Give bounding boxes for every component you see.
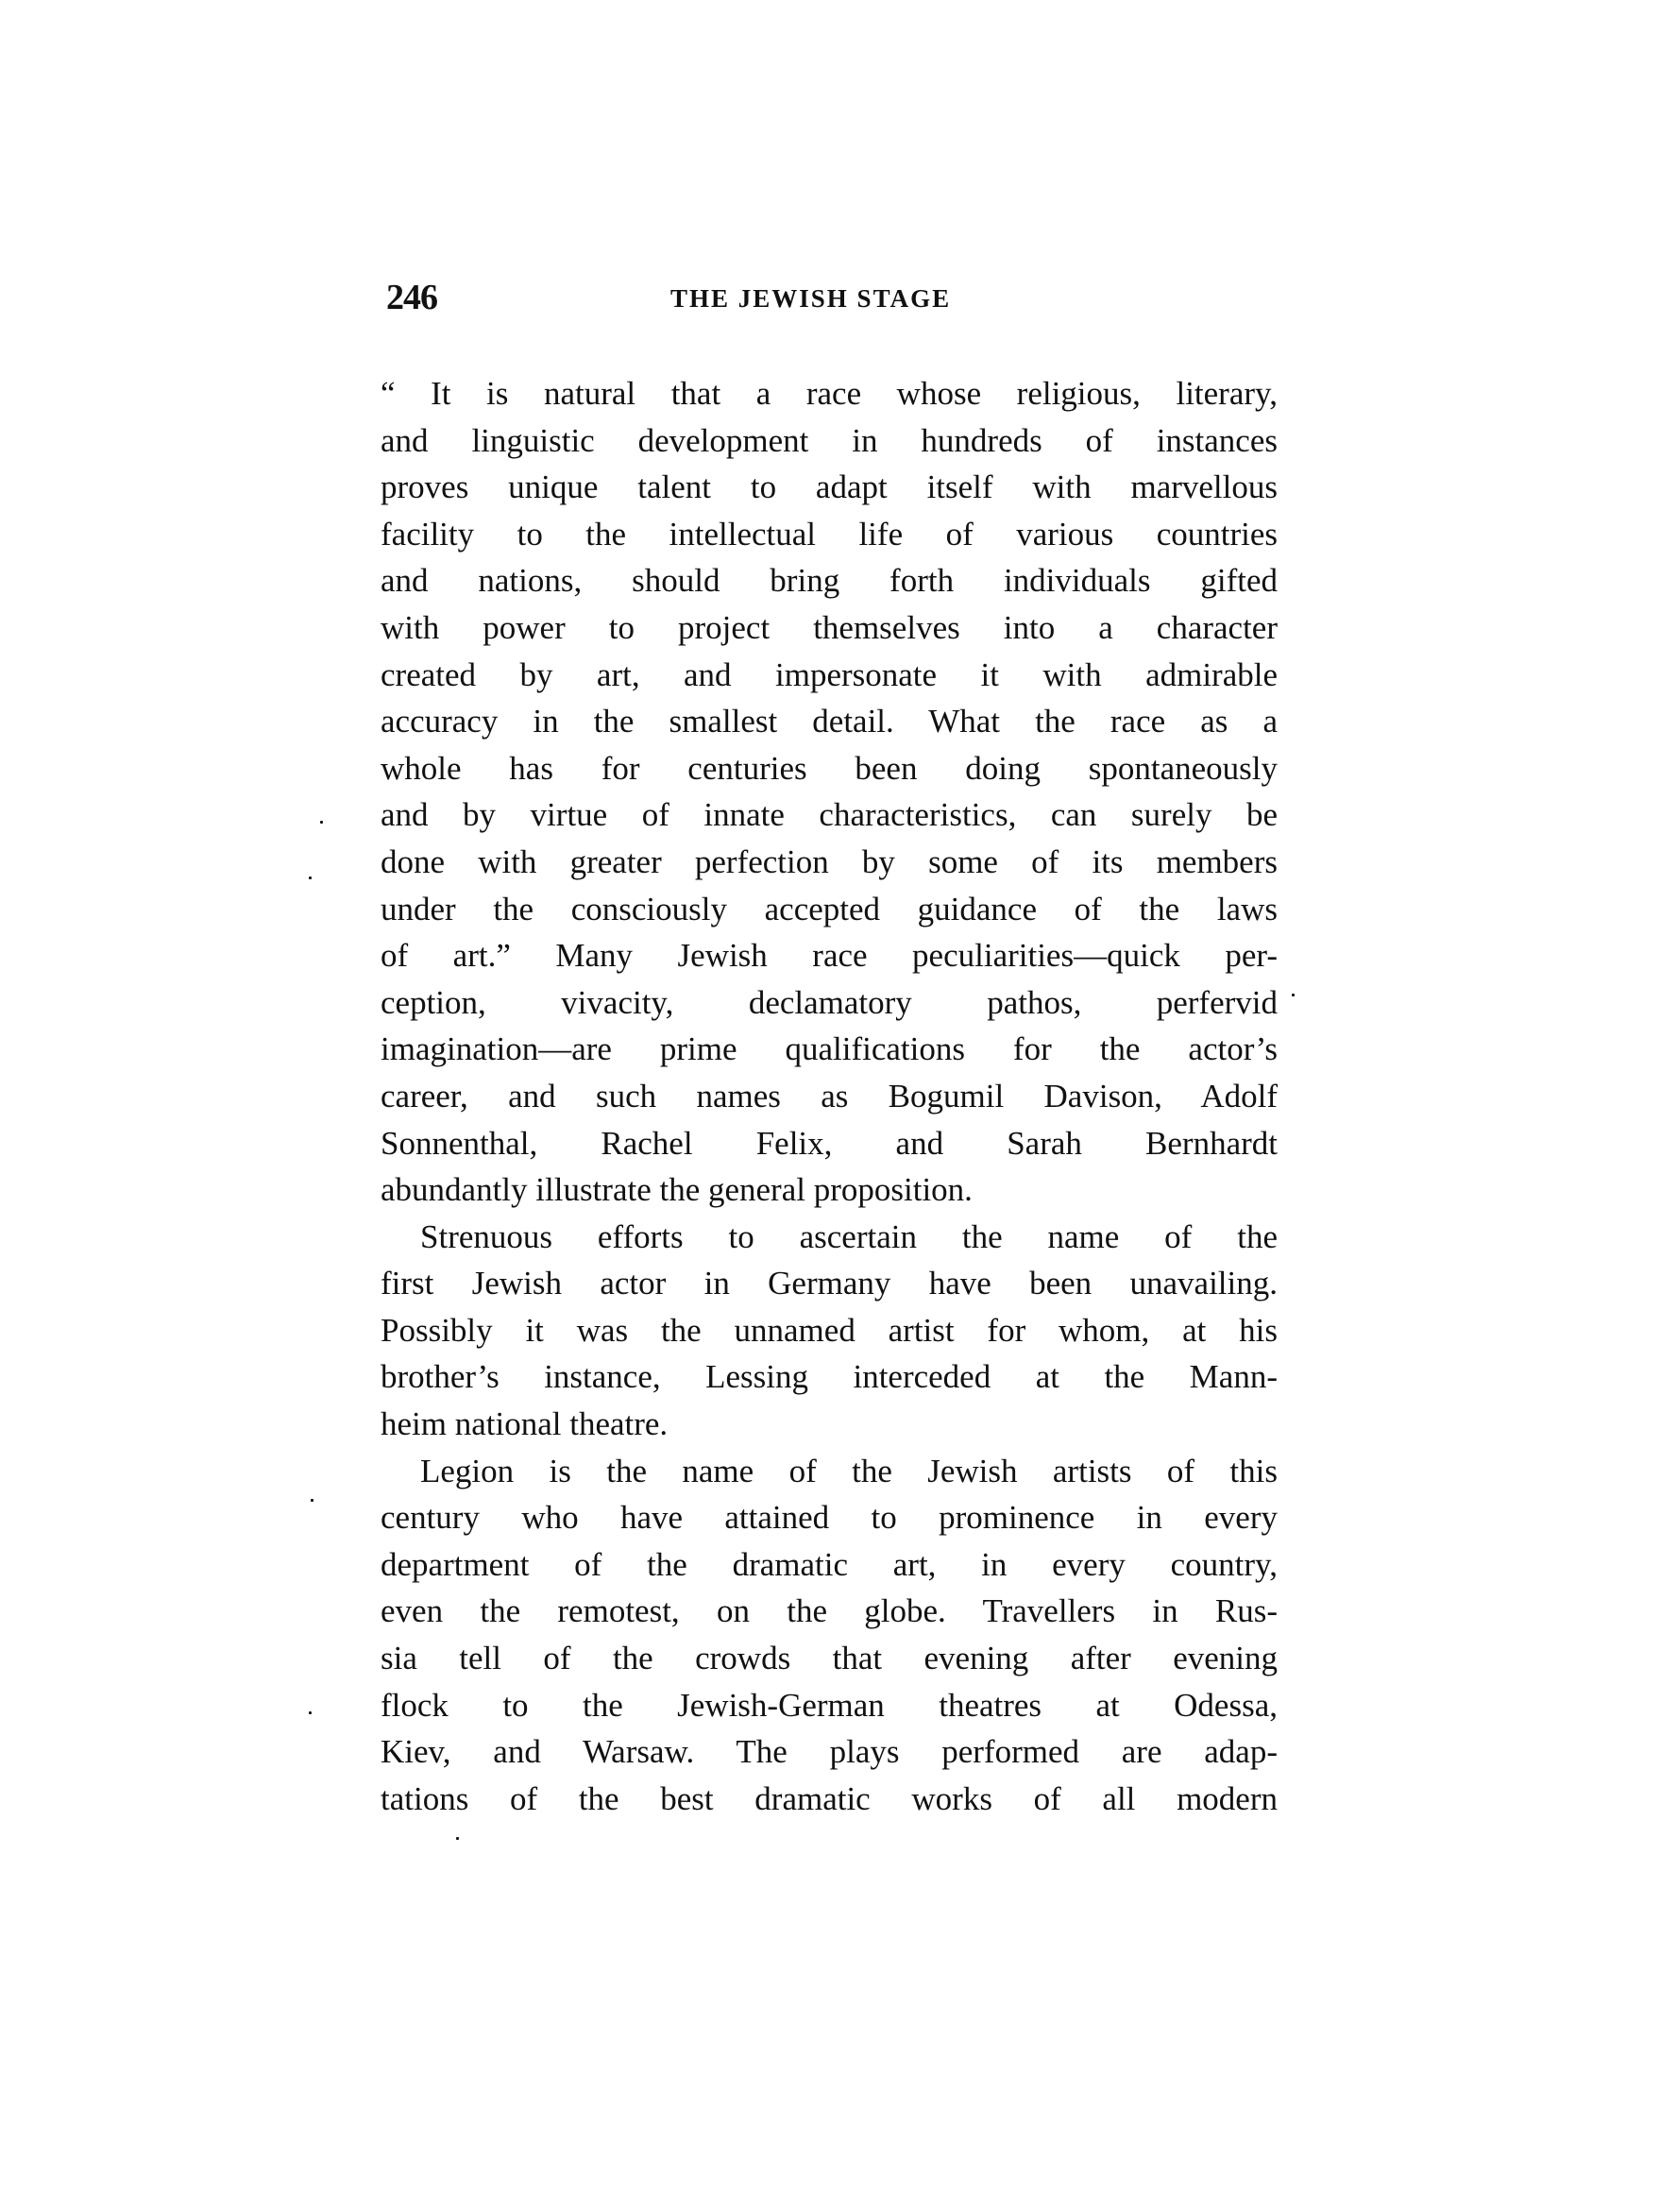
text-line: tations of the best dramatic works of all modern	[381, 1779, 1278, 1817]
running-head	[381, 276, 1278, 319]
scan-speck	[320, 821, 323, 824]
text-line: accuracy in the smallest detail. What the race as a	[381, 703, 1278, 740]
text-line: department of the dramatic art, in every country,	[381, 1545, 1278, 1583]
text-line: proves unique talent to adapt itself with marvellous	[381, 468, 1278, 506]
text-line: sia tell of the crowds that evening after evening	[381, 1640, 1278, 1677]
text-line: first Jewish actor in Germany have been unavailing.	[381, 1265, 1278, 1302]
text-line: Sonnenthal, Rachel Felix, and Sarah Bernhardt	[381, 1124, 1278, 1162]
text-line: with power to project themselves into a character	[381, 608, 1278, 646]
paragraph-3	[381, 1448, 1278, 1823]
text-line: and nations, should bring forth individuals gifted	[381, 562, 1278, 600]
text-line: Strenuous efforts to ascertain the name of the	[420, 1217, 1278, 1255]
text-line: even the remotest, on the globe. Travellers in Rus-	[381, 1592, 1278, 1630]
text-line: “ It is natural that a race whose religious, literary,	[381, 375, 1278, 412]
scan-speck	[1292, 994, 1295, 996]
scan-speck	[311, 1499, 313, 1502]
scan-speck	[456, 1837, 459, 1840]
text-line: heim national theatre.	[381, 1405, 669, 1443]
text-line: and by virtue of innate characteristics, can surely be	[381, 796, 1278, 834]
text-line: of art.” Many Jewish race peculiarities—quick per-	[381, 937, 1278, 975]
running-title: THE JEWISH STAGE	[670, 284, 952, 313]
text-line: whole has for centuries been doing spontaneously	[381, 749, 1278, 787]
text-line: career, and such names as Bogumil Davison, Adolf	[381, 1077, 1278, 1115]
text-line: Possibly it was the unnamed artist for whom, at his	[381, 1311, 1278, 1349]
text-line: Kiev, and Warsaw. The plays performed are adap-	[381, 1733, 1278, 1771]
text-line: ception, vivacity, declamatory pathos, perfervid	[381, 983, 1278, 1021]
text-line: Legion is the name of the Jewish artists of this	[420, 1452, 1278, 1489]
text-line: under the consciously accepted guidance of the laws	[381, 890, 1278, 927]
scan-speck	[309, 876, 312, 879]
text-line: created by art, and impersonate it with admirable	[381, 655, 1278, 693]
scan-speck	[309, 1711, 312, 1714]
text-line: and linguistic development in hundreds of instances	[381, 421, 1278, 459]
text-line: imagination—are prime qualifications for the actor’s	[381, 1030, 1278, 1068]
body-text	[381, 370, 1278, 1822]
text-line: century who have attained to prominence in every	[381, 1499, 1278, 1537]
paragraph-2	[381, 1214, 1278, 1448]
paragraph-1	[381, 370, 1278, 1214]
text-line: abundantly illustrate the general proposition.	[381, 1171, 973, 1209]
text-line: flock to the Jewish-German theatres at Odessa,	[381, 1686, 1278, 1724]
text-line: facility to the intellectual life of various countries	[381, 515, 1278, 553]
text-line: brother’s instance, Lessing interceded at the Mann-	[381, 1358, 1278, 1396]
page-number: 246	[386, 278, 437, 317]
text-line: done with greater perfection by some of its members	[381, 842, 1278, 880]
